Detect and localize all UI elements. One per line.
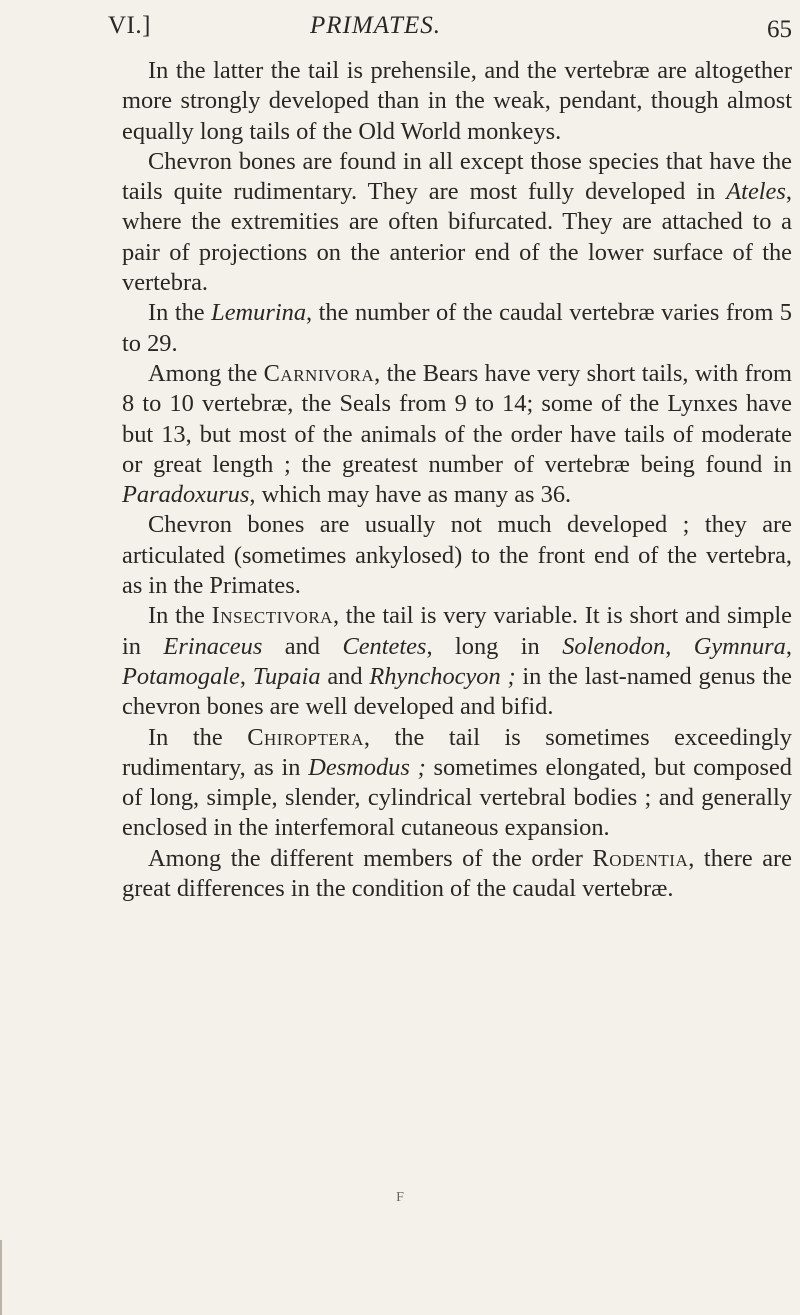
text-run: , there are great differences in the condition of the caudal vertebræ.: [122, 844, 792, 903]
order-name: Rodentia: [592, 844, 689, 872]
order-name: Carnivora: [263, 359, 375, 387]
running-title: PRIMATES.: [310, 12, 441, 39]
italic-term: Gymnura: [693, 632, 786, 660]
text-run: Among the: [148, 359, 264, 387]
italic-term: Lemurina: [211, 299, 307, 327]
text-run: ,: [239, 662, 253, 690]
text-run: , the tail is very variable. It is short and simple in: [122, 602, 793, 660]
running-header: [108, 12, 796, 52]
chapter-number: VI.]: [108, 12, 151, 39]
page-number: 65: [767, 16, 792, 43]
text-run: , which may have as many as 36.: [249, 481, 572, 509]
italic-term: Tupaia: [252, 662, 321, 690]
order-name: Insectivora: [211, 602, 333, 630]
italic-term: Erinaceus: [163, 632, 263, 660]
text-run: Chevron bones are found in all except those species that have the tails quite rudimentary. They are most fully developed in: [122, 147, 792, 206]
text-run: ,: [785, 632, 792, 660]
text-run: Chevron bones are usually not much developed ; they are articulated (sometimes ankylosed) to the front end of the vertebra, as in the Primates.: [122, 511, 792, 600]
text-run: , long in: [426, 632, 563, 660]
text-run: and: [320, 662, 370, 690]
text-run: In the latter the tail is prehensile, and the vertebræ are altogether more strongly developed than in the weak, pendant, though almost equally long tails of the Old World monkeys.: [122, 57, 792, 145]
signature-mark: F: [396, 1190, 404, 1205]
text-run: , the number of the caudal vertebræ varies from 5 to 29.: [122, 299, 793, 357]
text-run: ,: [665, 632, 694, 660]
page-edge-shadow: [0, 1240, 2, 1315]
italic-term: Solenodon: [562, 632, 666, 660]
italic-term: Centetes: [342, 632, 427, 660]
text-run: in the last-named genus the chevron bones are well developed and bifid.: [122, 662, 792, 721]
text-run: In the: [148, 299, 212, 327]
text-run: In the: [148, 602, 212, 630]
paragraph: [122, 56, 792, 147]
text-run: sometimes elongated, but composed of long, simple, slender, cylindrical vertebral bodies ; and generally enclosed in the interfemoral cutaneous expansion.: [122, 753, 792, 842]
italic-term: Rhynchocyon ;: [369, 662, 516, 690]
order-name: Chiroptera: [247, 723, 364, 751]
paragraph: [122, 844, 792, 905]
body-text: [122, 56, 792, 904]
text-run: , where the extremities are often bifurcated. They are attached to a pair of projections on the anterior end of the lower surface of the vertebra.: [122, 178, 792, 297]
paragraph: [122, 298, 792, 359]
paragraph: [122, 601, 792, 722]
text-run: and: [262, 632, 343, 660]
italic-term: Paradoxurus: [122, 481, 250, 509]
paragraph: [122, 147, 792, 298]
paragraph: [122, 723, 792, 844]
text-run: In the: [148, 723, 248, 751]
italic-term: Desmodus ;: [308, 753, 426, 781]
text-run: Among the different members of the order: [148, 844, 593, 872]
italic-term: Potamogale: [122, 662, 240, 690]
paragraph: [122, 359, 792, 510]
text-run: , the Bears have very short tails, with from 8 to 10 vertebræ, the Seals from 9 to 14; some of the Lynxes have but 13, but most of the animals of the order have tails of moderate or great length ; the greatest number of vertebræ being found in: [122, 359, 792, 478]
paragraph: [122, 510, 792, 601]
text-run: , the tail is sometimes exceedingly rudimentary, as in: [122, 723, 793, 781]
italic-term: Ateles: [726, 178, 786, 206]
